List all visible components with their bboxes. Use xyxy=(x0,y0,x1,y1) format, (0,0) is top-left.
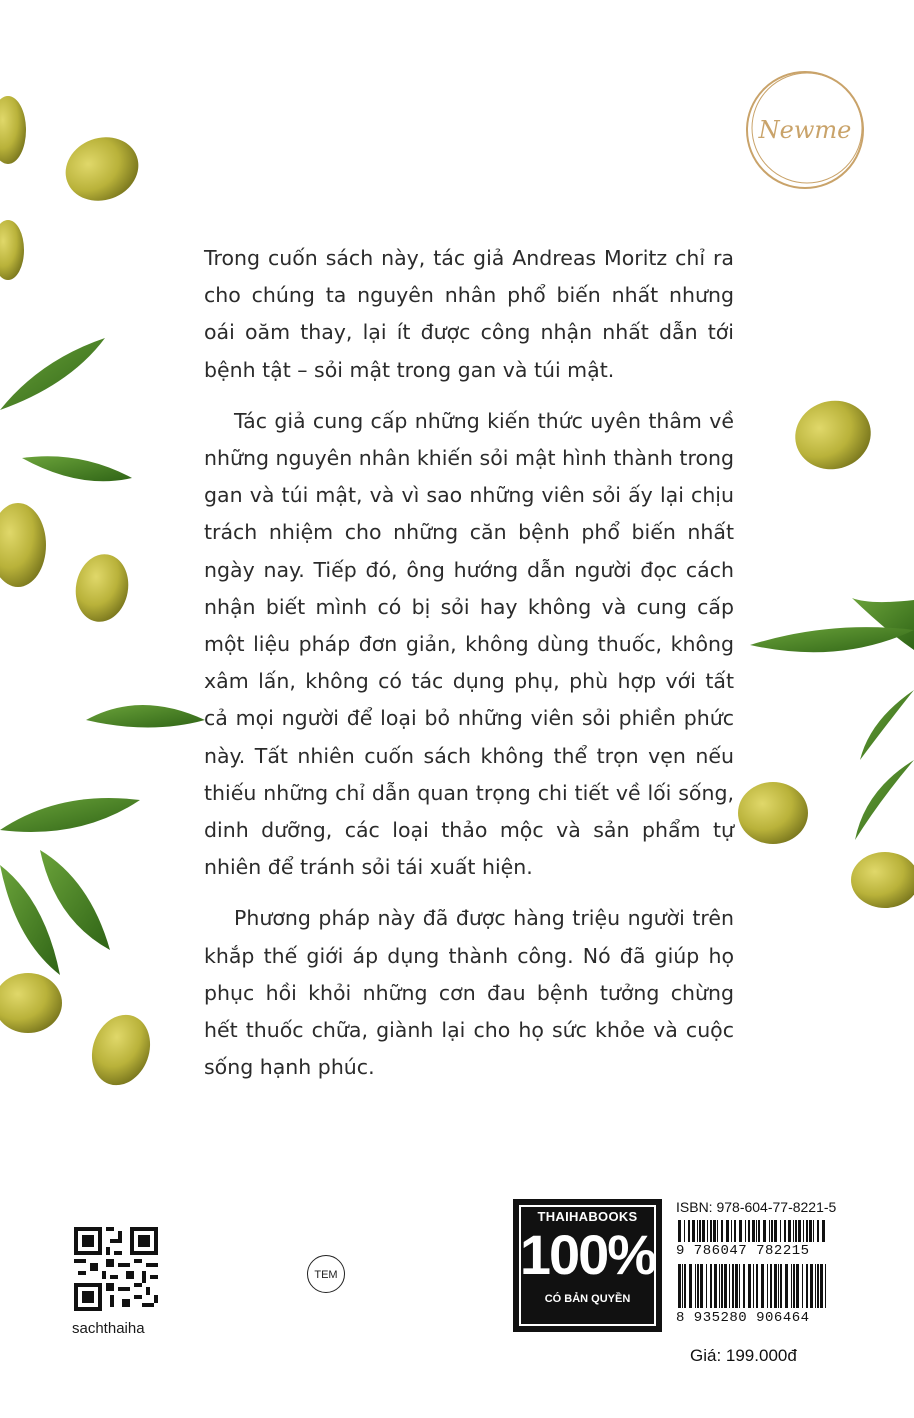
barcode-bar xyxy=(771,1220,773,1242)
barcode-bar xyxy=(761,1264,764,1308)
barcode-bar xyxy=(748,1264,751,1308)
qr-caption: sachthaiha xyxy=(72,1320,145,1337)
logo-text: Newme xyxy=(758,116,852,144)
badge-brand: THAIHABOOKS xyxy=(537,1209,638,1224)
barcode-bar xyxy=(682,1264,683,1308)
barcode-bar xyxy=(707,1220,708,1242)
price: Giá: 199.000đ xyxy=(690,1346,797,1365)
barcode-bar xyxy=(817,1264,819,1308)
barcode-bar xyxy=(748,1220,750,1242)
barcode-bar xyxy=(724,1264,727,1308)
description-paragraph: Trong cuốn sách này, tác giả Andreas Moritz chỉ ra cho chúng ta nguyên nhân phổ biến nhất nhưng oái oăm thay, lại ít được công nhận nhất dẫn tới bệnh tật – sỏi mật trong gan và túi mật. xyxy=(204,246,734,382)
olive-icon xyxy=(787,392,878,477)
barcode-bar xyxy=(770,1264,772,1308)
barcode-bar xyxy=(710,1220,712,1242)
barcode-bar xyxy=(695,1264,696,1308)
barcode-bar xyxy=(719,1264,720,1308)
leaf-icon xyxy=(0,798,140,832)
barcode-bar xyxy=(702,1220,705,1242)
barcode-bar xyxy=(739,1220,742,1242)
barcode-bar xyxy=(785,1264,788,1308)
barcode-bar xyxy=(802,1264,803,1308)
barcode-bar xyxy=(731,1220,732,1242)
barcode-bar xyxy=(803,1220,804,1242)
barcode-bar xyxy=(734,1220,736,1242)
barcode-bar xyxy=(739,1264,740,1308)
barcode-bar xyxy=(743,1264,745,1308)
olive-icon xyxy=(57,127,148,211)
barcode-bar xyxy=(817,1220,819,1242)
barcode-bar xyxy=(793,1220,794,1242)
barcode-bar xyxy=(689,1264,692,1308)
barcode-bar xyxy=(806,1220,808,1242)
barcode-bar xyxy=(780,1264,782,1308)
barcode-bar xyxy=(714,1264,717,1308)
barcode-bar xyxy=(732,1264,734,1308)
barcode-bar xyxy=(793,1264,795,1308)
barcode-bar xyxy=(767,1264,768,1308)
isbn-barcode xyxy=(676,1220,830,1242)
qr-code[interactable] xyxy=(74,1227,158,1311)
barcode-bar xyxy=(721,1220,723,1242)
barcode-bar xyxy=(822,1220,825,1242)
barcode-bar xyxy=(796,1264,799,1308)
leaf-icon xyxy=(860,690,914,760)
leaf-icon xyxy=(0,338,105,410)
barcode-bar xyxy=(758,1220,760,1242)
olive-icon xyxy=(0,220,24,280)
barcode-bar xyxy=(756,1264,758,1308)
barcode-bar xyxy=(721,1264,723,1308)
barcode-bar xyxy=(729,1264,730,1308)
barcode-bar xyxy=(692,1220,695,1242)
barcode-bar xyxy=(697,1264,699,1308)
barcode-bar xyxy=(684,1264,686,1308)
description-paragraph: Tác giả cung cấp những kiến thức uyên thâm về những nguyên nhân khiến sỏi mật hình thành trong gan và túi mật, và vì sao những viên sỏi ấy lại chịu trách nhiệm cho những căn bệnh phổ biến nhất ngày nay. Tiếp đó, ông hướng dẫn người đọc cách nhận biết mình có bị sỏi hay không và cung cấp một liệu pháp đơn giản, không dùng thuốc, không xâm lấn, không có tác dụng phụ, phù hợp với tất cả mọi người để loại bỏ những viên sỏi phiền phức này. Tất nhiên cuốn sách không thể trọn vẹn nếu thiếu những chỉ dẫn quan trọng chi tiết về lối sống, dinh dưỡng, các loại thảo mộc và sản phẩm tự nhiên để tránh sỏi tái xuất hiện. xyxy=(204,408,734,880)
ean-barcode xyxy=(676,1264,830,1308)
olive-icon xyxy=(0,973,62,1033)
badge-footer: CÓ BẢN QUYỀN xyxy=(544,1293,631,1305)
leaf-icon xyxy=(855,760,914,840)
newme-logo xyxy=(735,60,875,200)
barcode-bar xyxy=(780,1220,781,1242)
leaf-icon xyxy=(750,627,914,652)
badge-number: 100% xyxy=(519,1223,656,1286)
barcode-bar xyxy=(726,1220,729,1242)
barcode-bar xyxy=(820,1264,823,1308)
barcode-bar xyxy=(798,1220,801,1242)
olive-icon xyxy=(851,852,914,908)
barcode-bar xyxy=(717,1220,718,1242)
barcode-bar xyxy=(700,1264,703,1308)
barcode-bar xyxy=(795,1220,797,1242)
barcode-bar xyxy=(735,1264,738,1308)
olive-icon xyxy=(82,1007,159,1094)
copyright-badge xyxy=(513,1199,662,1332)
barcode-bar xyxy=(763,1220,766,1242)
olive-icon xyxy=(70,550,133,626)
barcode-bar xyxy=(791,1264,792,1308)
barcode-bar xyxy=(756,1220,757,1242)
barcode-bar xyxy=(699,1220,701,1242)
barcode-bar xyxy=(769,1220,770,1242)
isbn-barcode-number: 9 786047 782215 xyxy=(676,1243,810,1259)
barcode-bar xyxy=(788,1220,791,1242)
barcode-bar xyxy=(706,1264,707,1308)
barcode-bar xyxy=(825,1264,826,1308)
olive-icon xyxy=(0,503,46,587)
description xyxy=(204,240,734,1100)
barcode-bar xyxy=(710,1264,712,1308)
leaf-icon xyxy=(86,705,205,728)
olive-icon xyxy=(738,782,808,844)
tem-stamp: TEM xyxy=(307,1255,345,1293)
barcode-bar xyxy=(815,1264,816,1308)
barcode-bar xyxy=(784,1220,786,1242)
barcode-bar xyxy=(713,1220,716,1242)
barcode-bar xyxy=(697,1220,698,1242)
barcode-bar xyxy=(778,1264,779,1308)
barcode-bar xyxy=(752,1220,755,1242)
ean-barcode-number: 8 935280 906464 xyxy=(676,1310,810,1326)
barcode-bar xyxy=(753,1264,754,1308)
barcode-bar xyxy=(813,1220,814,1242)
isbn-label: ISBN: 978-604-77-8221-5 xyxy=(676,1199,837,1215)
leaf-icon xyxy=(22,456,132,481)
barcode-bar xyxy=(678,1264,681,1308)
barcode-bar xyxy=(684,1220,685,1242)
barcode-bar xyxy=(806,1264,808,1308)
barcode-bar xyxy=(774,1220,777,1242)
barcode-bar xyxy=(774,1264,777,1308)
leaf-icon xyxy=(40,850,110,950)
olive-icon xyxy=(0,96,26,164)
barcode-bar xyxy=(745,1220,746,1242)
barcode-bar xyxy=(688,1220,690,1242)
description-paragraph: Phương pháp này đã được hàng triệu người trên khắp thế giới áp dụng thành công. Nó đã giúp họ phục hồi khỏi những cơn đau bệnh tưởng chừng hết thuốc chữa, giành lại cho họ sức khỏe và cuộc sống hạnh phúc. xyxy=(204,906,734,1080)
barcode-bar xyxy=(809,1220,812,1242)
barcode-bar xyxy=(810,1264,813,1308)
barcode-bar xyxy=(678,1220,681,1242)
